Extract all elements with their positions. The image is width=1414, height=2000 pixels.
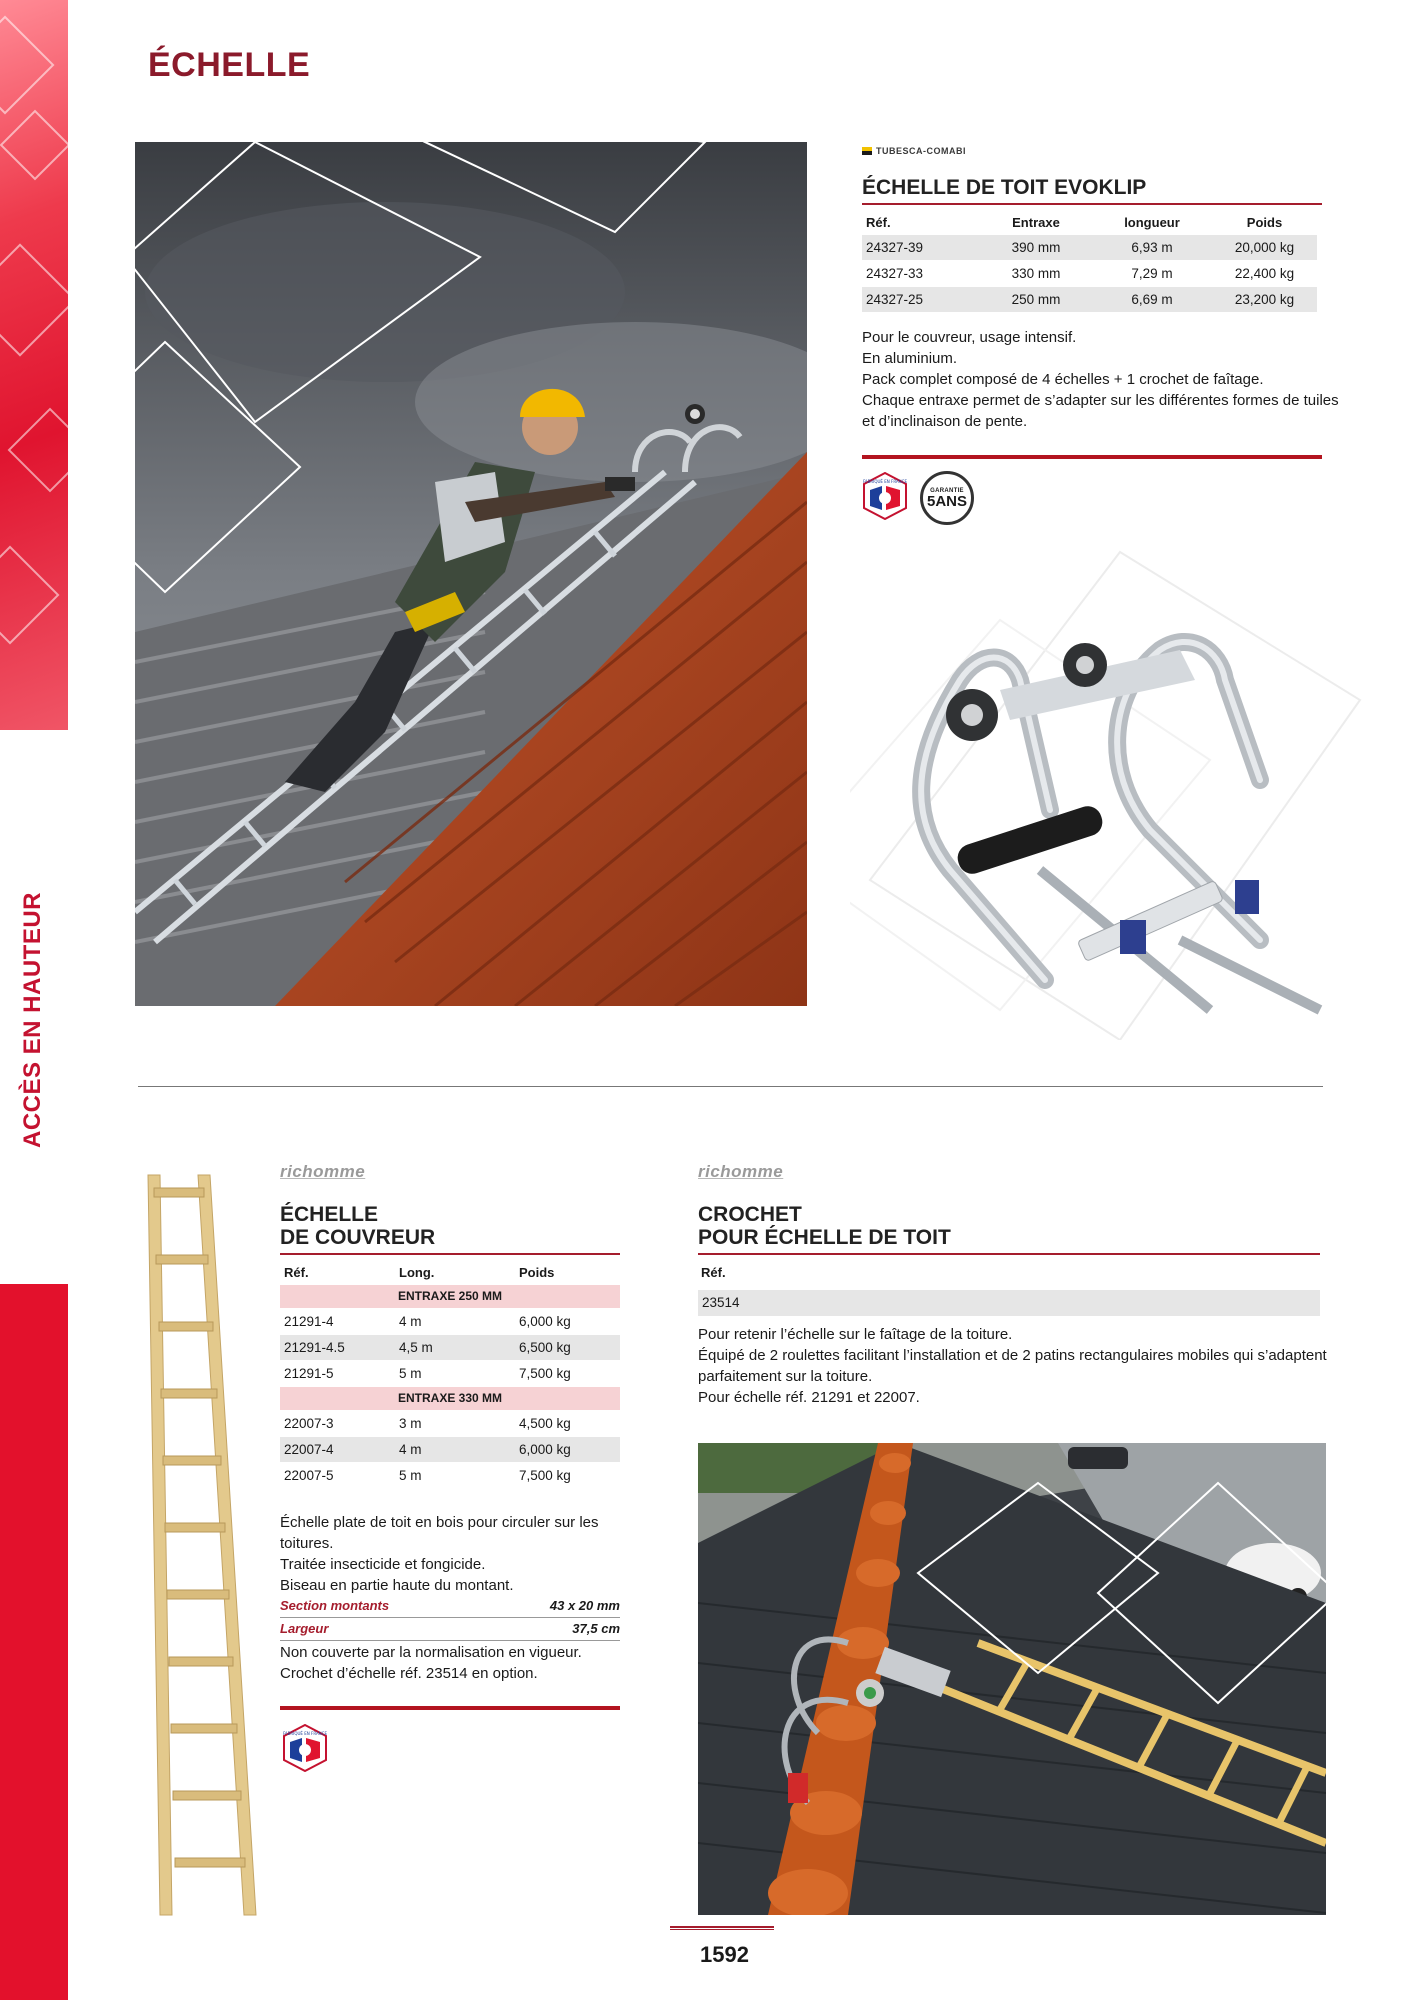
col-ref: Réf. xyxy=(866,215,891,231)
roof-hook-photo xyxy=(698,1443,1326,1915)
spec-rule xyxy=(280,1640,620,1641)
product2-title-rule xyxy=(280,1253,620,1255)
page-number: 1592 xyxy=(700,1942,749,1967)
section-vertical-label: ACCÈS EN HAUTEUR xyxy=(19,891,46,1149)
product1-description: Pour le couvreur, usage intensif. En aluminium. Pack complet composé de 4 échelles + 1 crochet de faîtage. Chaque entraxe permet de s’adapter sur les différentes formes de tuiles et d’inclinaison de pente. xyxy=(862,329,1339,430)
page-title: ÉCHELLE xyxy=(148,46,311,84)
wooden-ladder-photo xyxy=(140,1170,260,1920)
ladder-hook-product-photo xyxy=(850,540,1370,1040)
badge-france-text: FABRIQUÉ EN FRANCE xyxy=(282,1731,328,1736)
brand-richomme-logo: richomme xyxy=(280,1162,366,1181)
col-poids: Poids xyxy=(519,1265,555,1281)
brand-richomme-logo: richomme xyxy=(698,1162,784,1181)
col-long: Long. xyxy=(399,1265,435,1281)
table-row: 24327-39 390 mm 6,93 m 20,000 kg xyxy=(862,234,1317,260)
spec-section-montants: Section montants 43 x 20 mm xyxy=(280,1598,620,1613)
product3-ref-header: Réf. xyxy=(701,1265,726,1280)
table-row: 24327-25 250 mm 6,69 m 23,200 kg xyxy=(862,286,1317,312)
table-row: 21291-4.5 4,5 m 6,500 kg xyxy=(280,1334,620,1360)
side-band-bottom xyxy=(0,1284,68,2000)
product2-description-2: Non couverte par la normalisation en vigueur. Crochet d’échelle réf. 23514 en option. xyxy=(280,1644,582,1682)
product1-bottom-rule xyxy=(862,455,1322,459)
table-row: 22007-5 5 m 7,500 kg xyxy=(280,1462,620,1488)
col-entraxe: Entraxe xyxy=(1012,215,1060,231)
roofer-photo xyxy=(135,142,807,1006)
col-ref: Réf. xyxy=(284,1265,309,1281)
product2-description: Échelle plate de toit en bois pour circuler sur les toitures. Traitée insecticide et fongicide. Biseau en partie haute du montant. xyxy=(280,1514,599,1594)
tubesca-mark-icon xyxy=(862,147,872,155)
badge-france-text: FABRIQUÉ EN FRANCE xyxy=(862,479,908,484)
made-in-france-badge xyxy=(862,472,908,520)
product1-table xyxy=(862,212,1317,312)
brand-tubesca-logo: TUBESCA-COMABI xyxy=(862,146,966,156)
table-row: 24327-33 330 mm 7,29 m 22,400 kg xyxy=(862,260,1317,286)
product3-title: CROCHET POUR ÉCHELLE DE TOIT xyxy=(698,1203,951,1249)
product1-title-rule xyxy=(862,203,1322,205)
spec-rule xyxy=(280,1617,620,1618)
product2-bottom-rule xyxy=(280,1706,620,1710)
made-in-france-badge xyxy=(282,1724,328,1772)
table-row: 22007-4 4 m 6,000 kg xyxy=(280,1436,620,1462)
product3-description: Pour retenir l’échelle sur le faîtage de la toiture. Équipé de 2 roulettes facilitant l’installation et de 2 patins rectangulaires mobiles qui s’adaptent parfaitement sur la toiture. Pour échelle réf. 21291 et 22007. xyxy=(698,1326,1327,1406)
page-number-rule xyxy=(670,1926,774,1930)
spec-largeur: Largeur 37,5 cm xyxy=(280,1621,620,1636)
table-section-row: ENTRAXE 330 MM xyxy=(280,1386,620,1410)
section-divider xyxy=(138,1086,1323,1087)
product3-title-rule xyxy=(698,1253,1320,1255)
product3-ref-row: 23514 xyxy=(698,1290,1320,1316)
table-row: 21291-5 5 m 7,500 kg xyxy=(280,1360,620,1386)
product2-title: ÉCHELLE DE COUVREUR xyxy=(280,1203,436,1249)
col-longueur: longueur xyxy=(1124,215,1180,231)
col-poids: Poids xyxy=(1246,215,1283,231)
side-band-top xyxy=(0,0,68,730)
product1-title: ÉCHELLE DE TOIT EVOKLIP xyxy=(862,176,1147,199)
table-row: 22007-3 3 m 4,500 kg xyxy=(280,1410,620,1436)
product2-table xyxy=(280,1262,620,1488)
garantie-badge: GARANTIE 5ANS xyxy=(920,471,974,525)
table-section-row: ENTRAXE 250 MM xyxy=(280,1284,620,1308)
table-row: 21291-4 4 m 6,000 kg xyxy=(280,1308,620,1334)
